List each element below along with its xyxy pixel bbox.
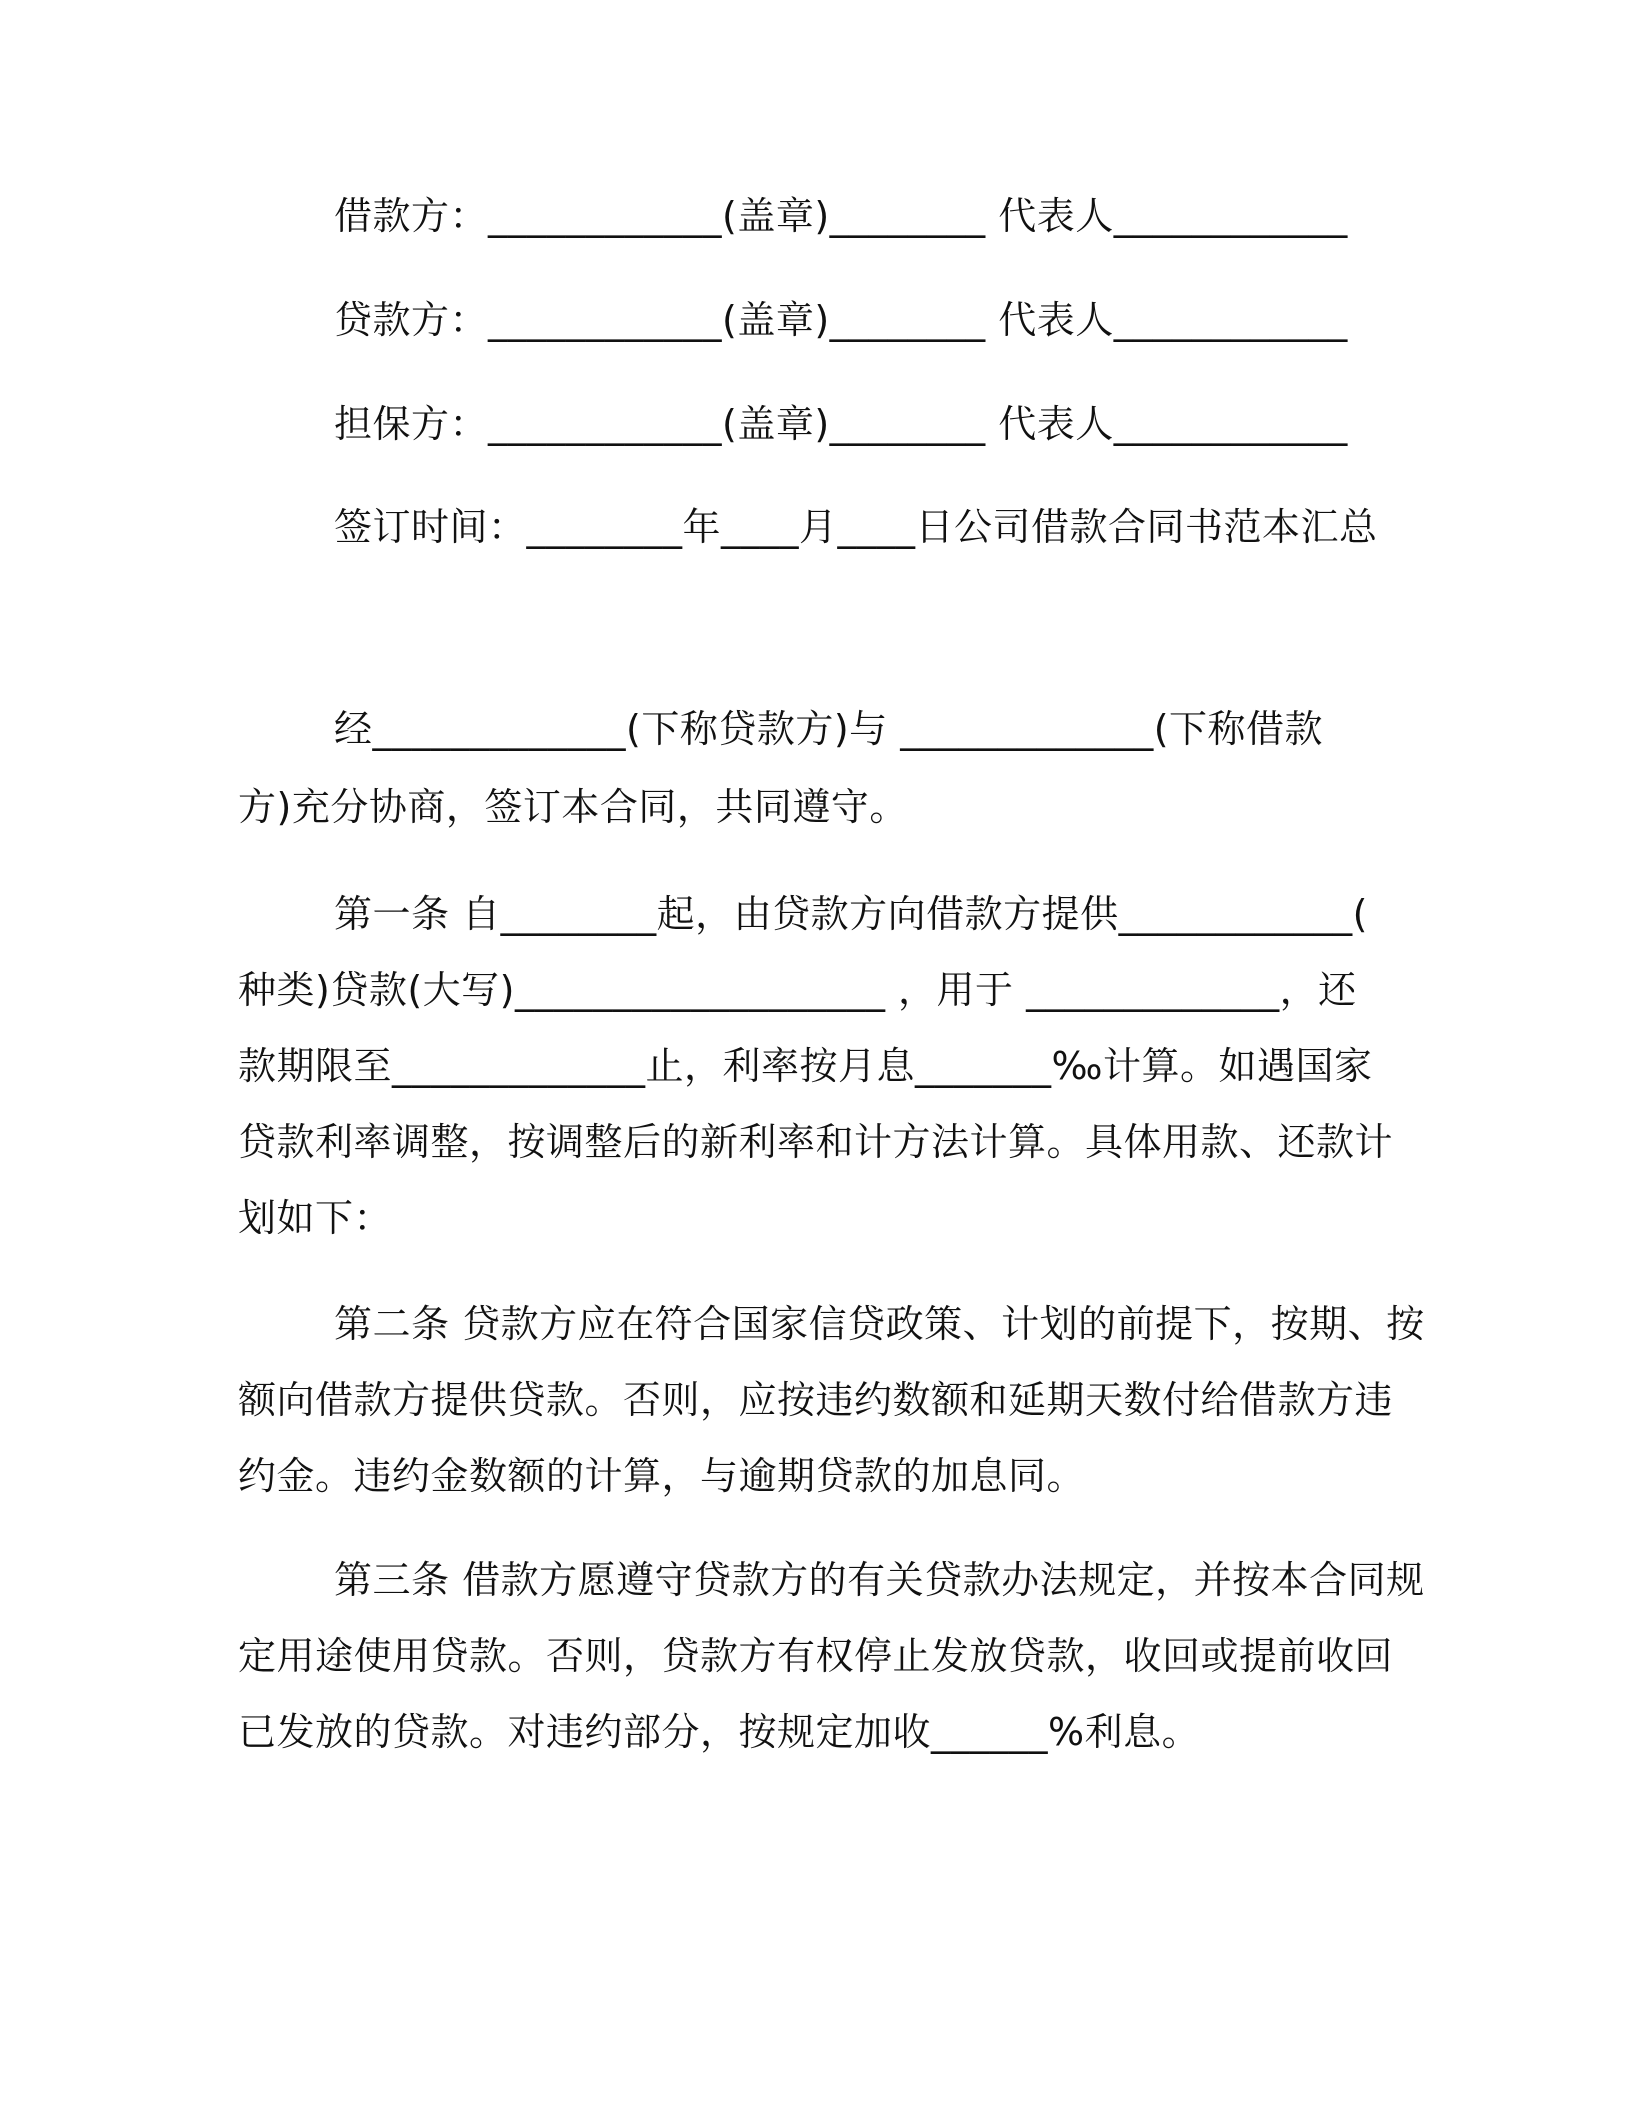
article3-line-3: 已发放的贷款。对违约部分，按规定加收______%利息。 bbox=[238, 1710, 1201, 1754]
article2-line-1: 第二条 贷款方应在符合国家信贷政策、计划的前提下，按期、按 bbox=[334, 1302, 1425, 1346]
intro-line-2: 方)充分协商，签订本合同，共同遵守。 bbox=[238, 785, 908, 829]
article1-line-5: 划如下： bbox=[238, 1196, 393, 1240]
article1-line-2: 种类)贷款(大写)___________________ ，用于 _____________，还 bbox=[238, 968, 1357, 1012]
article2-line-3: 约金。违约金数额的计算，与逾期贷款的加息同。 bbox=[238, 1454, 1086, 1498]
signature-line-lender: 贷款方：____________(盖章)________ 代表人____________ bbox=[334, 298, 1348, 342]
signature-line-guarantor: 担保方：____________(盖章)________ 代表人____________ bbox=[334, 402, 1348, 446]
article1-line-3: 款期限至_____________止，利率按月息_______‰计算。如遇国家 bbox=[238, 1044, 1373, 1088]
article3-line-2: 定用途使用贷款。否则，贷款方有权停止发放贷款，收回或提前收回 bbox=[238, 1634, 1394, 1678]
signature-line-borrower: 借款方：____________(盖章)________ 代表人____________ bbox=[334, 194, 1348, 238]
article3-line-1: 第三条 借款方愿遵守贷款方的有关贷款办法规定，并按本合同规 bbox=[334, 1558, 1425, 1602]
article1-line-1: 第一条 自________起，由贷款方向借款方提供____________( bbox=[334, 892, 1368, 936]
article2-line-2: 额向借款方提供贷款。否则，应按违约数额和延期天数付给借款方违 bbox=[238, 1378, 1394, 1422]
intro-line-1: 经_____________(下称贷款方)与 _____________(下称借款 bbox=[334, 707, 1324, 751]
signature-line-date: 签订时间：________年____月____日公司借款合同书范本汇总 bbox=[334, 505, 1378, 549]
article1-line-4: 贷款利率调整，按调整后的新利率和计方法计算。具体用款、还款计 bbox=[238, 1120, 1394, 1164]
